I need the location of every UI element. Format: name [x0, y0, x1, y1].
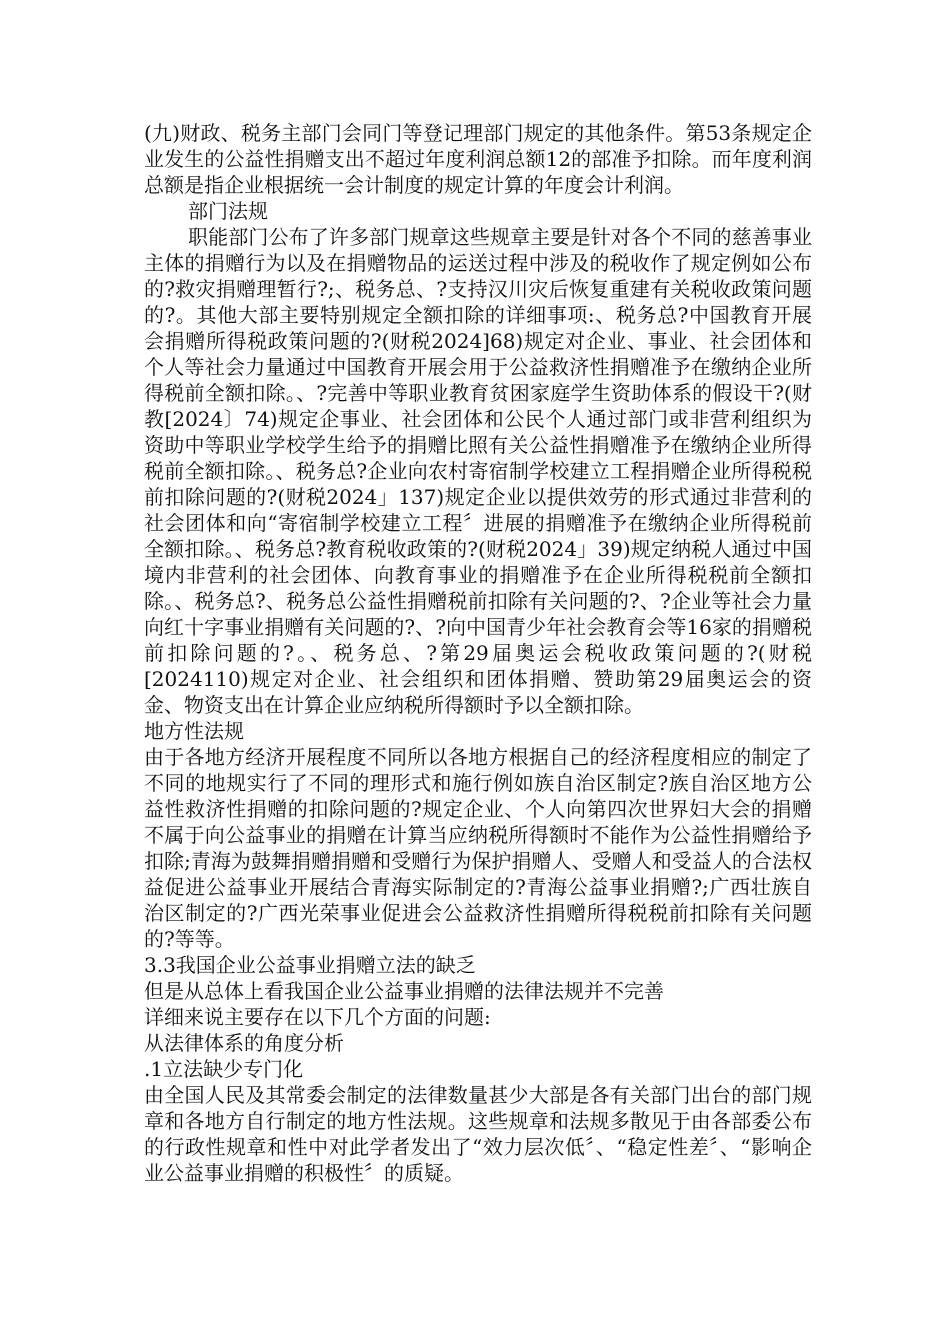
heading-subsection-1: .1立法缺少专门化	[144, 1057, 304, 1081]
paragraph-local-rules: 由于各地方经济开展程度不同所以各地方根据自己的经济程度相应的制定了不同的地规实行了不同的理形式和施行例如族自治区制定?族自治区地方公益性救济性捐赠的扣除问题的?规定企业、个人向第四次世界妇大会的捐赠不属于向公益事业的捐赠在计算当应纳税所得额时不能作为公益性捐赠给予扣除;青海为鼓舞捐赠捐赠和受赠行为保护捐赠人、受赠人和受益人的合法权益促进公益事业开展结合青海实际制定的?青海公益事业捐赠?;广西壮族自治区制定的?广西光荣事业促进会公益救济性捐赠所得税税前扣除有关问题的?等等。	[144, 745, 812, 951]
document-body	[144, 120, 812, 1186]
heading-legal-system: 从法律体系的角度分析	[144, 1031, 344, 1055]
paragraph-conditions: (九)财政、税务主部门会同门等登记理部门规定的其他条件。第53条规定企业发生的公益性捐赠支出不超过年度利润总额12的部准予扣除。而年度利润总额是指企业根据统一会计制度的规定计算的年度会计利润。	[144, 121, 812, 197]
heading-section-3-3: 3.3我国企业公益事业捐赠立法的缺乏	[144, 953, 476, 977]
paragraph-overall: 但是从总体上看我国企业公益事业捐赠的法律法规并不完善	[144, 979, 664, 1003]
paragraph-legislation: 由全国人民及其常委会制定的法律数量甚少大部是各有关部门出台的部门规章和各地方自行制定的地方性法规。这些规章和法规多散见于由各部委公布的行政性规章和性中对此学者发出了“效力层次低〞、“稳定性差〞、“影响企业公益事业捐赠的积极性〞的质疑。	[144, 1083, 812, 1185]
paragraph-issues-intro: 详细来说主要存在以下几个方面的问题:	[144, 1005, 491, 1029]
heading-local-regulations: 地方性法规	[144, 719, 244, 743]
paragraph-department-rules: 职能部门公布了许多部门规章这些规章主要是针对各个不同的慈善事业主体的捐赠行为以及在捐赠物品的运送过程中涉及的税收作了规定例如公布的?救灾捐赠理暂行?;、税务总、?支持汉川灾后恢复重建有关税收政策问题的?。其他大部主要特别规定全额扣除的详细事项:、税务总?中国教育开展会捐赠所得税政策问题的?(财税2024]68)规定对企业、事业、社会团体和个人等社会力量通过中国教育开展会用于公益救济性捐赠准予在缴纳企业所得税前全额扣除。、?完善中等职业教育贫困家庭学生资助体系的假设干?(财教[2024〕74)规定企事业、社会团体和公民个人通过部门或非营利组织为资助中等职业学校学生给予的捐赠比照有关公益性捐赠准予在缴纳企业所得税前全额扣除。、税务总?企业向农村寄宿制学校建立工程捐赠企业所得税税前扣除问题的?(财税2024」137)规定企业以提供效劳的形式通过非营利的社会团体和向“寄宿制学校建立工程〞进展的捐赠准予在缴纳企业所得税前全额扣除。、税务总?教育税收政策的?(财税2024」39)规定纳税人通过中国境内非营利的社会团体、向教育事业的捐赠准予在企业所得税税前全额扣除。、税务总?、税务总公益性捐赠税前扣除有关问题的?、?企业等社会力量向红十字事业捐赠有关问题的?、?向中国青少年社会教育会等16家的捐赠税前扣除问题的?。、税务总、?第29届奥运会税收政策问题的?(财税[2024110)规定对企业、社会组织和团体捐赠、赞助第29届奥运会的资金、物资支出在计算企业应纳税所得额时予以全额扣除。	[144, 225, 812, 717]
heading-department-regulations: 部门法规	[188, 199, 268, 223]
